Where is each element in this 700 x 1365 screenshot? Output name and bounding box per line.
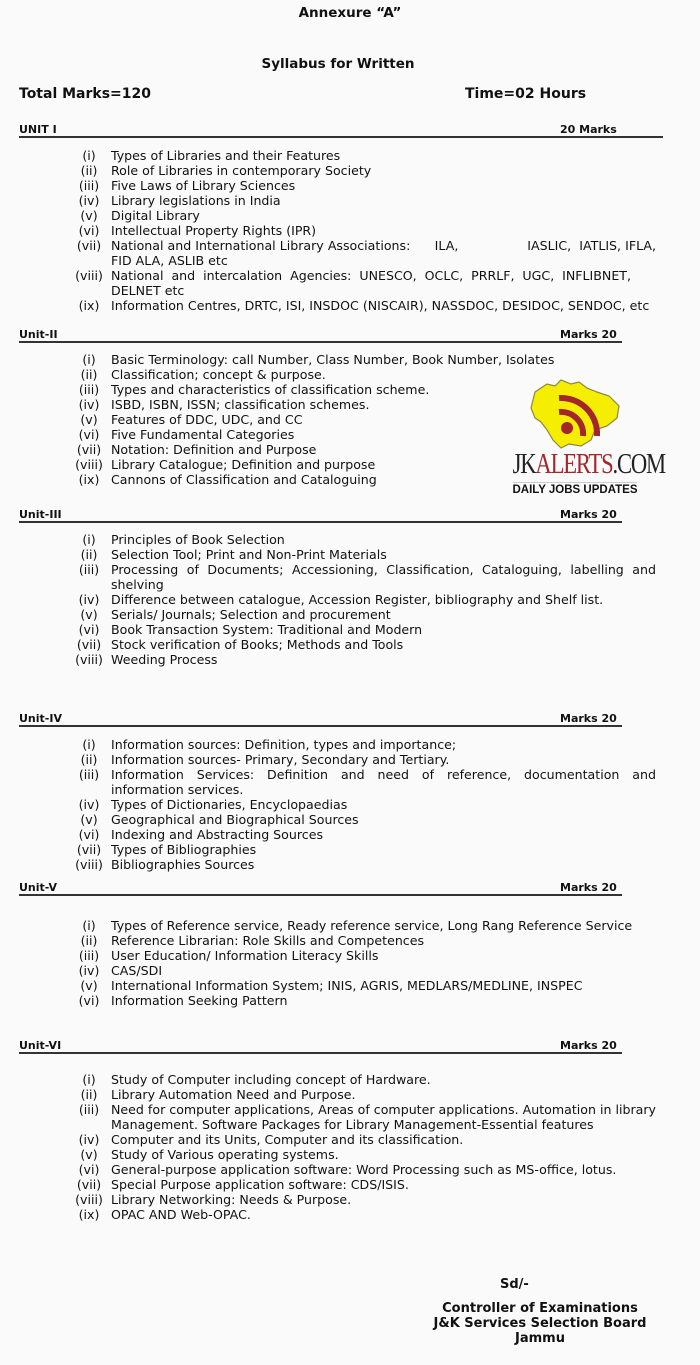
logo-divider — [513, 482, 637, 483]
list-item: (i) Basic Terminology: call Number, Class Number, Book Number, Isolates — [82, 352, 555, 367]
list-item: (vi) Information Seeking Pattern — [78, 993, 288, 1008]
unit-marks: Marks 20 — [560, 881, 617, 894]
list-item: (iii) Need for computer applications, Areas of computer applications. Automation in library Management. Software Packages for Library Management-Essential features — [78, 1102, 656, 1132]
list-item: (vi) General-purpose application software: Word Processing such as MS-office, lotus. — [78, 1162, 617, 1177]
unit-name: Unit-III — [19, 508, 62, 521]
list-item: (ii) Library Automation Need and Purpose. — [80, 1087, 356, 1102]
list-item: (iv) Difference between catalogue, Accession Register, bibliography and Shelf list. — [78, 592, 604, 607]
list-item: (iii) User Education/ Information Literacy Skills — [78, 948, 379, 963]
list-item: (viii) National and intercalation Agencies: UNESCO, OCLC, PRRLF, UGC, INFLIBNET, DELNET etc — [75, 268, 631, 298]
list-item: (v) Features of DDC, UDC, and CC — [80, 412, 303, 427]
list-item: (ii) Selection Tool; Print and Non-Print Materials — [80, 547, 387, 562]
list-item: (vii) Notation: Definition and Purpose — [76, 442, 317, 457]
list-item: (v) Geographical and Biographical Sources — [80, 812, 359, 827]
list-item: (ii) Reference Librarian: Role Skills and Competences — [80, 933, 425, 948]
unit-header-4 — [19, 711, 622, 727]
list-item: (v) International Information System; INIS, AGRIS, MEDLARS/MEDLINE, INSPEC — [80, 978, 583, 993]
list-item: (i) Types of Reference service, Ready reference service, Long Rang Reference Service — [82, 918, 633, 933]
annexure-title: Annexure “A” — [298, 5, 402, 21]
brand-tagline: DAILY JOBS UPDATES — [512, 484, 638, 496]
unit-marks: Marks 20 — [560, 508, 617, 521]
list-item: (ii) Information sources- Primary, Secondary and Tertiary. — [80, 752, 450, 767]
list-item: (i) Types of Libraries and their Features — [82, 148, 341, 163]
unit-name: Unit-V — [19, 881, 58, 894]
list-item: (iii) Types and characteristics of classification scheme. — [78, 382, 430, 397]
list-item: (viii) Library Catalogue; Definition and purpose — [75, 457, 376, 472]
list-item: (i) Principles of Book Selection — [82, 532, 285, 547]
list-item: (i) Information sources: Definition, types and importance; — [82, 737, 457, 752]
list-item: (vi) Indexing and Abstracting Sources — [78, 827, 324, 842]
list-item: (iv) Computer and its Units, Computer and its classification. — [78, 1132, 464, 1147]
page-title: Syllabus for Written — [261, 56, 415, 72]
unit-marks: 20 Marks — [560, 123, 617, 136]
unit-5-topics — [0, 918, 700, 1008]
unit-6-topics — [0, 1072, 700, 1222]
list-item: (iii) Five Laws of Library Sciences — [78, 178, 296, 193]
unit-header-2 — [19, 327, 622, 343]
unit-name: Unit-II — [19, 328, 58, 341]
list-item: (ix) OPAC AND Web-OPAC. — [78, 1207, 251, 1222]
unit-3-topics — [0, 532, 700, 667]
signatory-designation: Controller of Examinations — [442, 1301, 638, 1316]
list-item: (i) Study of Computer including concept of Hardware. — [82, 1072, 431, 1087]
list-item: (iii) Information Services: Definition and need of reference, documentation and information services. — [78, 767, 656, 797]
list-item: (viii) Library Networking: Needs & Purpose. — [75, 1192, 352, 1207]
unit-marks: Marks 20 — [560, 1039, 617, 1052]
unit-1-topics — [0, 148, 700, 313]
unit-header-3 — [19, 507, 622, 523]
list-item: (iv) CAS/SDI — [78, 963, 163, 978]
list-item: (iv) ISBD, ISBN, ISSN; classification schemes. — [78, 397, 370, 412]
list-item: (v) Study of Various operating systems. — [80, 1147, 339, 1162]
list-item: (iii) Processing of Documents; Accessioning, Classification, Cataloguing, labelling and shelving — [78, 562, 656, 592]
list-item: (vii) Stock verification of Books; Methods and Tools — [76, 637, 404, 652]
unit-marks: Marks 20 — [560, 328, 617, 341]
signature-mark: Sd/- — [500, 1277, 529, 1292]
list-item: (vii) Types of Bibliographies — [76, 842, 257, 857]
rss-feed-icon — [495, 378, 655, 450]
unit-marks: Marks 20 — [560, 712, 617, 725]
list-item: (viii) Bibliographies Sources — [75, 857, 255, 872]
unit-name: Unit-VI — [19, 1039, 62, 1052]
list-item: (ix) Information Centres, DRTC, ISI, INSDOC (NISCAIR), NASSDOC, DESIDOC, SENDOC, etc — [78, 298, 650, 313]
signatory-organization: J&K Services Selection Board — [433, 1316, 647, 1331]
list-item: (iv) Types of Dictionaries, Encyclopaedias — [78, 797, 348, 812]
list-item: (vi) Five Fundamental Categories — [78, 427, 295, 442]
total-marks: Total Marks=120 — [19, 86, 152, 102]
unit-header-5 — [19, 880, 622, 896]
unit-name: Unit-IV — [19, 712, 62, 725]
jkalerts-watermark — [495, 378, 666, 500]
exam-time: Time=02 Hours — [465, 86, 587, 102]
list-item: (v) Digital Library — [80, 208, 200, 223]
signatory-location: Jammu — [515, 1331, 565, 1346]
list-item: (vi) Book Transaction System: Traditional and Modern — [78, 622, 423, 637]
list-item: (vi) Intellectual Property Rights (IPR) — [78, 223, 317, 238]
list-item: (vii) National and International Library Associations: ILA, IASLIC, IATLIS, IFLA, FID ALA, ASLIB etc — [76, 238, 661, 268]
list-item: (viii) Weeding Process — [75, 652, 218, 667]
unit-header-6 — [19, 1038, 622, 1054]
unit-name: UNIT I — [19, 123, 57, 136]
unit-header-1 — [19, 122, 663, 138]
list-item: (ii) Role of Libraries in contemporary Society — [80, 163, 372, 178]
list-item: (ii) Classification; concept & purpose. — [80, 367, 326, 382]
list-item: (vii) Special Purpose application software: CDS/ISIS. — [76, 1177, 409, 1192]
brand-logo-text: JKALERTS.COM — [512, 448, 666, 480]
list-item: (v) Serials/ Journals; Selection and procurement — [80, 607, 391, 622]
list-item: (ix) Cannons of Classification and Cataloguing — [78, 472, 377, 487]
list-item: (iv) Library legislations in India — [78, 193, 281, 208]
unit-4-topics — [0, 737, 700, 872]
